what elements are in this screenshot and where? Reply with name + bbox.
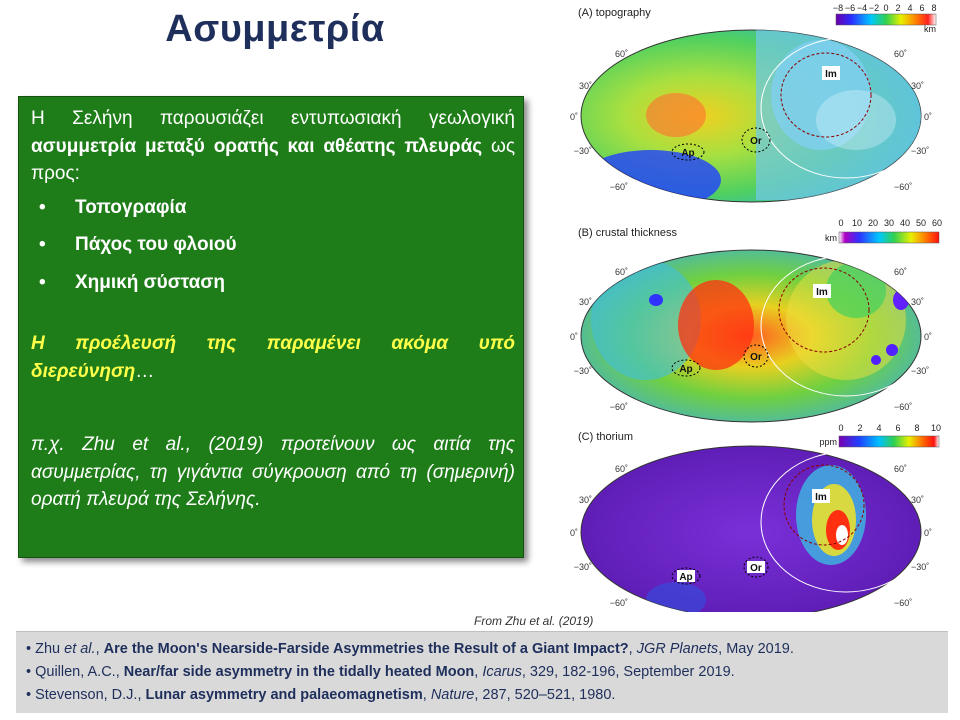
svg-text:30˚: 30˚ xyxy=(911,81,925,91)
tick-label: 2 xyxy=(857,423,863,433)
tick-label: 0 xyxy=(838,218,844,228)
region-im: Im xyxy=(815,492,827,503)
tick-label: −8 xyxy=(832,3,844,13)
list-item xyxy=(31,194,515,222)
panel-b-label: (B) crustal thickness xyxy=(578,227,678,239)
references-box xyxy=(16,631,948,713)
intro-bold-text: ασυμμετρία μεταξύ ορατής και αθέατης πλευράς xyxy=(31,135,483,157)
svg-text:0˚: 0˚ xyxy=(924,332,933,342)
region-ap: Ap xyxy=(681,148,695,159)
tick-label: 4 xyxy=(907,3,913,13)
origin-text: Η προέλευσή της παραμένει ακόμα υπό διερεύνηση xyxy=(31,333,515,382)
svg-text:−60˚: −60˚ xyxy=(894,402,913,412)
svg-text:60˚: 60˚ xyxy=(894,464,908,474)
tick-label: 10 xyxy=(930,423,942,433)
colorbar-thorium xyxy=(839,436,939,447)
region-ap: Ap xyxy=(679,364,693,375)
svg-text:0˚: 0˚ xyxy=(569,112,578,122)
svg-text:30˚: 30˚ xyxy=(578,81,592,91)
tick-label: 8 xyxy=(914,423,920,433)
svg-text:30˚: 30˚ xyxy=(911,495,925,505)
tick-label: 60 xyxy=(931,218,943,228)
origin-ellipsis: … xyxy=(135,360,155,382)
lunar-maps-figure xyxy=(556,0,960,612)
summary-box xyxy=(18,96,524,558)
map-topography xyxy=(578,30,931,210)
svg-text:−30˚: −30˚ xyxy=(573,562,592,572)
list-item xyxy=(31,269,515,297)
svg-text:60˚: 60˚ xyxy=(894,267,908,277)
colorbar-crustal-thickness xyxy=(839,232,939,243)
bullet-dot: • xyxy=(39,234,46,256)
reference-journal: Nature xyxy=(430,687,475,704)
colorbar-ticks-c xyxy=(838,423,941,433)
colorbar-unit: km xyxy=(825,233,837,243)
svg-text:−30˚: −30˚ xyxy=(573,366,592,376)
reference-title: Are the Moon's Nearside-Farside Asymmetries the Result of a Giant Impact? xyxy=(103,641,629,657)
reference-item: • Zhu et al., Are the Moon's Nearside-Farside Asymmetries the Result of a Giant Impact?, JGR Planets, May 2019. xyxy=(26,641,794,657)
reference-journal: JGR Planets xyxy=(636,641,719,657)
tick-label: −6 xyxy=(844,3,856,13)
tick-label: 30 xyxy=(883,218,895,228)
intro-text-end: ως προς: xyxy=(31,135,515,185)
svg-text:60˚: 60˚ xyxy=(614,49,628,59)
tick-label: 6 xyxy=(895,423,901,433)
tick-label: 6 xyxy=(919,3,925,13)
reference-journal: Icarus xyxy=(482,664,522,681)
svg-text:−30˚: −30˚ xyxy=(911,146,930,156)
reference-title: Near/far side asymmetry in the tidally heated Moon xyxy=(123,664,475,681)
figure-credit: From Zhu et al. (2019) xyxy=(474,614,594,628)
panel-a-label: (A) topography xyxy=(578,7,651,19)
svg-text:60˚: 60˚ xyxy=(894,49,908,59)
region-ap: Ap xyxy=(679,572,693,583)
svg-text:60˚: 60˚ xyxy=(614,267,628,277)
tick-label: 0 xyxy=(838,423,844,433)
svg-text:−60˚: −60˚ xyxy=(894,182,913,192)
tick-label: −4 xyxy=(856,3,868,13)
reference-item: • Stevenson, D.J., Lunar asymmetry and palaeomagnetism, Nature, 287, 520–521, 1980. xyxy=(26,687,616,704)
colorbar-unit: ppm xyxy=(819,437,837,447)
map-crustal-thickness xyxy=(578,250,931,422)
bullet-dot: • xyxy=(39,196,46,218)
example-paragraph: π.χ. Zhu et al., (2019) προτείνουν ως αιτία της ασυμμετρίας, τη γιγάντια σύγκρουση από τη (σημερινή) ορατή πλευρά της Σελήνης. xyxy=(31,434,515,511)
svg-text:−30˚: −30˚ xyxy=(911,562,930,572)
svg-text:30˚: 30˚ xyxy=(578,297,592,307)
panel-c-label: (C) thorium xyxy=(578,431,634,443)
tick-label: 8 xyxy=(931,3,937,13)
svg-text:30˚: 30˚ xyxy=(578,495,592,505)
list-item xyxy=(31,231,515,259)
tick-label: 0 xyxy=(883,3,889,13)
region-or: Or xyxy=(750,136,762,147)
colorbar-topography xyxy=(836,14,936,25)
map-thorium xyxy=(578,446,931,612)
svg-text:30˚: 30˚ xyxy=(911,297,925,307)
svg-text:−30˚: −30˚ xyxy=(573,146,592,156)
property-list xyxy=(31,194,515,297)
bullet-crustal-thickness: Πάχος του φλοιού xyxy=(75,234,237,256)
colorbar-unit: km xyxy=(924,24,936,34)
svg-text:0˚: 0˚ xyxy=(924,112,933,122)
colorbar-ticks-a xyxy=(833,3,937,13)
tick-label: 20 xyxy=(867,218,879,228)
bullet-dot: • xyxy=(39,271,46,293)
tick-label: 50 xyxy=(915,218,927,228)
tick-label: 4 xyxy=(876,423,882,433)
svg-text:−60˚: −60˚ xyxy=(609,402,628,412)
region-im: Im xyxy=(816,287,828,298)
svg-text:0˚: 0˚ xyxy=(569,332,578,342)
svg-text:−60˚: −60˚ xyxy=(609,182,628,192)
svg-text:60˚: 60˚ xyxy=(614,464,628,474)
svg-text:−60˚: −60˚ xyxy=(609,598,628,608)
bullet-chemical-composition: Χημική σύσταση xyxy=(75,271,225,293)
intro-text: Η Σελήνη παρουσιάζει εντυπωσιακή γεωλογική xyxy=(31,108,515,129)
region-or: Or xyxy=(750,563,762,574)
region-im: Im xyxy=(825,69,837,80)
bullet-topography: Τοπογραφία xyxy=(75,196,187,218)
tick-label: −2 xyxy=(868,3,880,13)
reference-title: Lunar asymmetry and palaeomagnetism xyxy=(145,687,423,704)
svg-text:−60˚: −60˚ xyxy=(894,598,913,608)
tick-label: 10 xyxy=(851,218,863,228)
page-title: Ασυμμετρία xyxy=(165,8,385,50)
svg-text:−30˚: −30˚ xyxy=(911,366,930,376)
region-or: Or xyxy=(750,352,762,363)
origin-paragraph xyxy=(31,330,515,385)
colorbar-ticks-b xyxy=(838,218,942,228)
tick-label: 40 xyxy=(899,218,911,228)
svg-text:0˚: 0˚ xyxy=(569,528,578,538)
intro-paragraph xyxy=(31,105,515,188)
reference-item: • Quillen, A.C., Near/far side asymmetry in the tidally heated Moon, Icarus, 329, 182-196, September 2019. xyxy=(26,664,735,681)
svg-text:0˚: 0˚ xyxy=(924,528,933,538)
tick-label: 2 xyxy=(895,3,901,13)
